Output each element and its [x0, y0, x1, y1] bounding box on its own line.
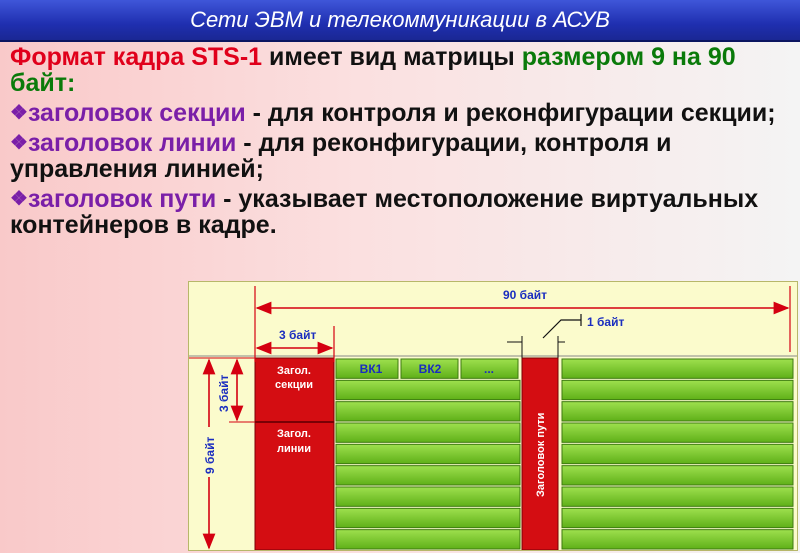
slide-body — [10, 44, 790, 242]
payload-row — [562, 530, 793, 549]
payload-row — [336, 444, 520, 463]
payload-cell-vk1: ВК1 — [359, 362, 383, 376]
payload-row — [336, 508, 520, 527]
slide-title: Сети ЭВМ и телекоммуникации в АСУВ — [190, 7, 610, 32]
bullet-section-header — [10, 100, 790, 126]
payload-row — [336, 466, 520, 485]
payload-row — [336, 487, 520, 506]
payload-area-2 — [562, 359, 793, 549]
bullet-desc: - указывает местоположение виртуальных контейнеров в кадре. — [10, 185, 759, 239]
payload-row — [336, 423, 520, 442]
payload-row — [562, 402, 793, 421]
bullet-term: заголовок пути — [27, 185, 217, 213]
payload-area-1 — [336, 359, 520, 549]
dim-path-leader — [543, 320, 581, 338]
path-header-label: Заголовок пути — [535, 412, 547, 497]
bullet-term: заголовок секции — [27, 99, 246, 127]
frame-svg — [189, 282, 797, 550]
section-header-label-2: секции — [274, 379, 314, 391]
payload-row — [562, 359, 793, 378]
payload-cell-dots: ... — [483, 362, 495, 376]
bullet-desc: - для контроля и реконфигурации секции; — [245, 99, 776, 127]
bullet-term: заголовок линии — [27, 129, 237, 157]
section-header-label-1: Загол. — [277, 365, 311, 377]
height-9-label: 9 байт — [203, 436, 217, 474]
width-3-label: 3 байт — [279, 328, 317, 342]
line-header-label-1: Загол. — [277, 428, 311, 440]
payload-row — [336, 530, 520, 549]
payload-cell-vk2: ВК2 — [418, 362, 442, 376]
payload-row — [562, 487, 793, 506]
payload-row — [562, 444, 793, 463]
diamond-bullet-icon: ❖ — [10, 188, 28, 210]
intro-term: Формат кадра STS-1 — [10, 43, 263, 71]
intro-text: имеет вид матрицы — [262, 43, 522, 71]
title-bar — [0, 0, 800, 42]
line-header-label-2: линии — [277, 443, 311, 455]
payload-row — [336, 402, 520, 421]
width-1-label: 1 байт — [587, 315, 625, 329]
intro-paragraph — [10, 44, 790, 96]
bullet-line-header — [10, 130, 790, 182]
bullet-desc: - для реконфигурации, контроля и управления линией; — [10, 129, 672, 183]
width-90-label: 90 байт — [502, 288, 548, 302]
bullet-path-header — [10, 186, 790, 238]
intro-size: размером 9 на 90 байт: — [10, 43, 736, 97]
diamond-bullet-icon: ❖ — [10, 132, 28, 154]
payload-row — [562, 380, 793, 399]
payload-row — [562, 508, 793, 527]
sts1-frame-diagram — [188, 281, 798, 551]
diamond-bullet-icon: ❖ — [10, 102, 28, 124]
height-3-label: 3 байт — [217, 374, 231, 412]
payload-row — [336, 380, 520, 399]
payload-row — [562, 423, 793, 442]
payload-row — [562, 466, 793, 485]
